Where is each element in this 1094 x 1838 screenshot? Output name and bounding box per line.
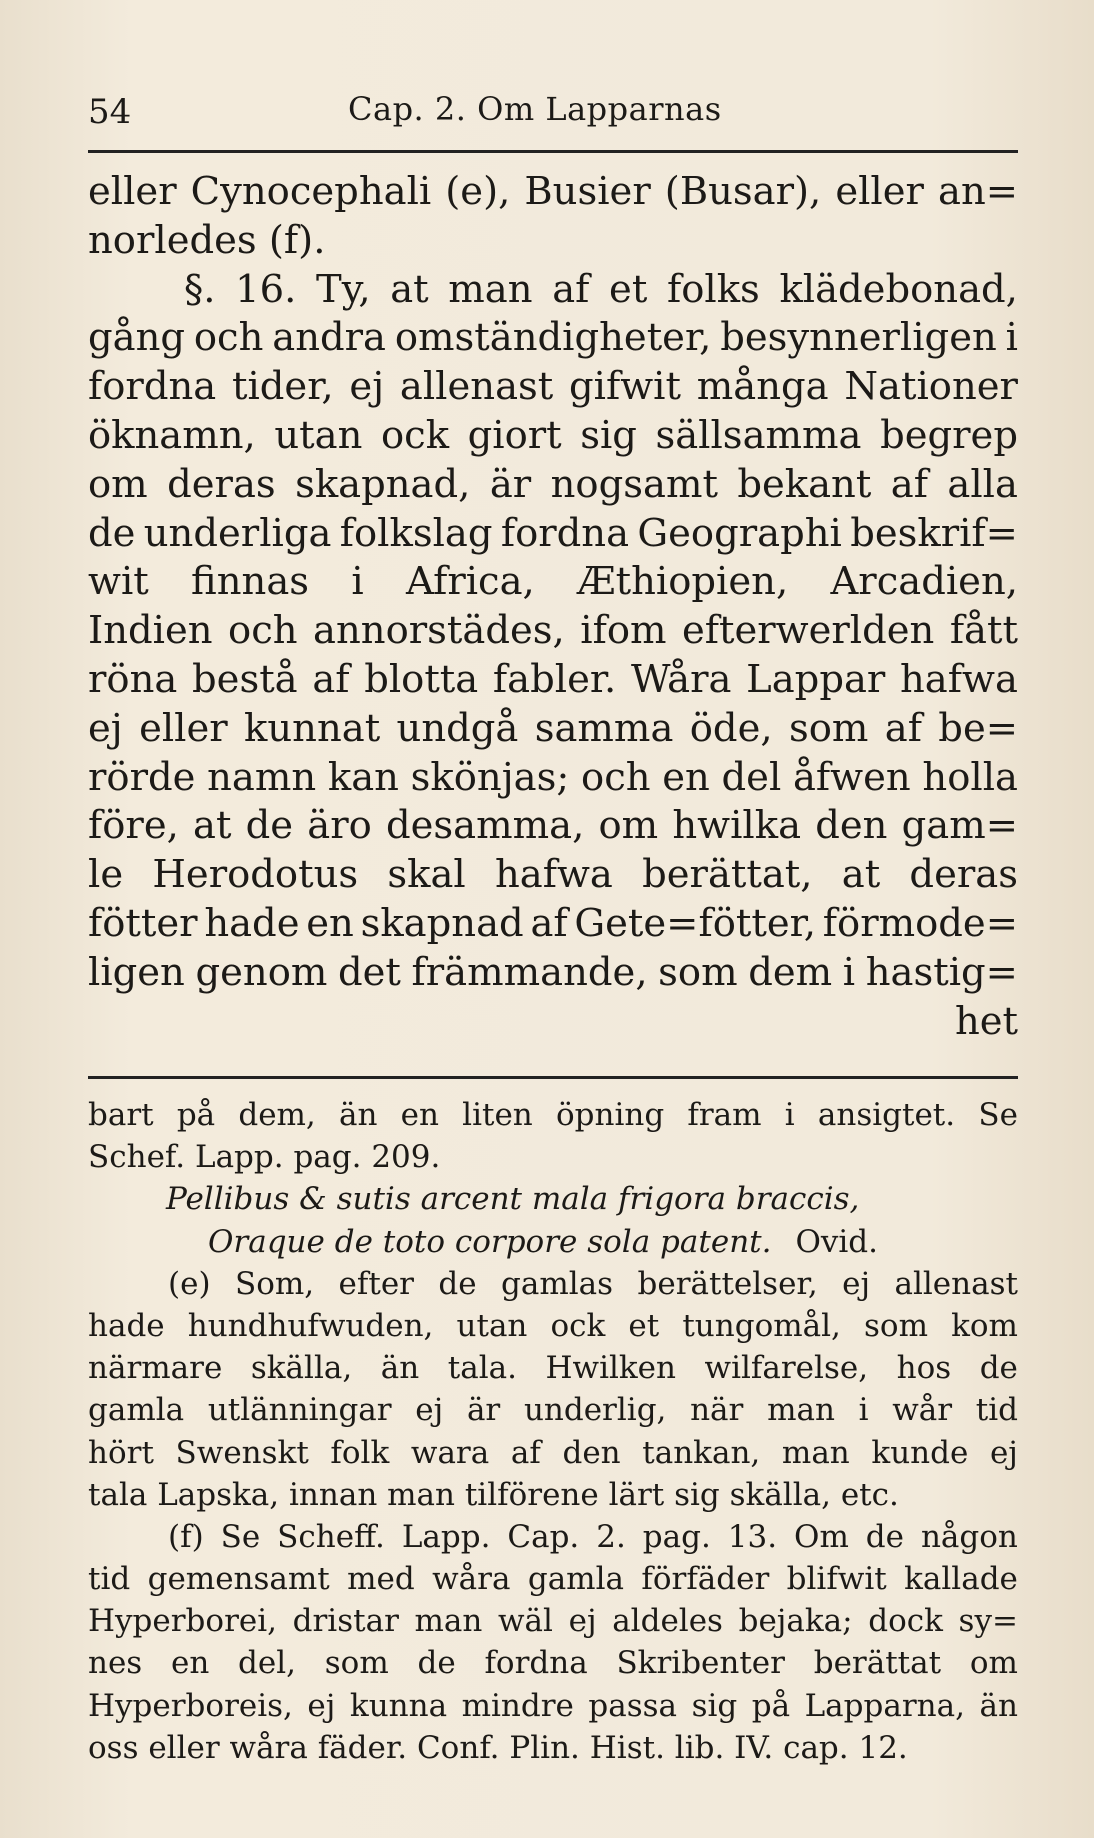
word: bekant (737, 461, 872, 507)
word: ej (88, 705, 123, 751)
word: wåra (432, 1561, 511, 1598)
footnotes (88, 1094, 1018, 1769)
text-line (88, 656, 1018, 705)
text-line (88, 607, 1018, 656)
latin-verse-line (88, 1178, 1018, 1220)
word: ej (842, 1265, 871, 1302)
word: ligen (88, 949, 185, 995)
word: efterwerlden (681, 608, 935, 654)
text-line (88, 412, 1018, 461)
word: genom (195, 949, 328, 995)
header-rule (88, 150, 1018, 153)
footnote-line (88, 1347, 1018, 1389)
word: passa (588, 1687, 678, 1724)
word: besynnerligen (720, 315, 997, 361)
word: tungomål, (682, 1307, 841, 1344)
word: Se (220, 1518, 261, 1555)
word: af (552, 266, 590, 312)
word: i (842, 949, 856, 995)
word: aldeles (612, 1603, 723, 1640)
word: andra (272, 315, 387, 361)
word: tid (88, 1561, 131, 1598)
word: (Busar), (664, 169, 822, 214)
word: än (339, 1097, 378, 1133)
word: Om (794, 1518, 849, 1555)
word: ock (380, 412, 450, 458)
word: en (306, 900, 354, 946)
word: Lapparna, (804, 1687, 965, 1724)
word: klädebonad, (779, 266, 1018, 312)
word: (f) (168, 1518, 204, 1555)
word: eller (88, 169, 177, 214)
footnote-line: tala Lapska, innan man tilförene lärt sig skälla, etc. (88, 1476, 899, 1513)
word: hos (896, 1350, 952, 1387)
word: skälla, (250, 1350, 353, 1387)
text-line (88, 851, 1018, 900)
word: öpning (555, 1097, 665, 1133)
latin-verse-line (88, 1221, 1018, 1263)
word: kan (327, 754, 399, 800)
word: del, (238, 1645, 297, 1682)
word: är (466, 1392, 501, 1429)
word: Africa, (405, 559, 535, 605)
verse-source: Ovid. (795, 1223, 879, 1260)
word: om (969, 1645, 1018, 1682)
word: hafwa (900, 656, 1018, 702)
word: at (193, 803, 232, 849)
word: giort (467, 412, 562, 458)
word: förfäder (641, 1561, 770, 1598)
word: wit (88, 559, 149, 605)
word: blifwit (786, 1561, 887, 1598)
word: Arcadien, (830, 559, 1018, 605)
word: är (489, 461, 532, 507)
word: Indien (88, 608, 213, 654)
word: gamla (527, 1561, 624, 1598)
word: sig (580, 412, 637, 458)
word: tala. (447, 1350, 517, 1387)
word: och (193, 315, 264, 361)
word: berättat, (642, 852, 813, 898)
word: gamlas (501, 1265, 614, 1302)
word: at (841, 852, 881, 898)
word: Wåra (630, 656, 732, 702)
word: liten (462, 1097, 533, 1133)
word: ock (550, 1307, 606, 1344)
word: i (784, 1097, 795, 1133)
word: hwilka (672, 803, 802, 849)
word: namn (207, 754, 317, 800)
word: §. (184, 266, 216, 312)
word: gång (88, 315, 186, 361)
word: at (390, 266, 429, 312)
word: mindre (461, 1687, 574, 1724)
footnote-line (88, 1263, 1018, 1305)
footnote-line (88, 1558, 1018, 1600)
word: underliga (143, 510, 332, 556)
word: deras (167, 461, 276, 507)
footnote-rule (88, 1076, 1018, 1079)
word: eller (139, 705, 228, 751)
word: fötter (88, 900, 198, 946)
word: tider, (232, 364, 334, 410)
word: på (176, 1097, 216, 1133)
word: skal (387, 852, 466, 898)
word: Geographi (637, 510, 842, 556)
word: ej (989, 1434, 1018, 1471)
text-line (88, 802, 1018, 851)
word: sig (691, 1687, 738, 1724)
word: dristar (292, 1603, 399, 1640)
word: del (721, 754, 782, 800)
page-header (88, 86, 1018, 136)
word: närmare (88, 1350, 223, 1387)
text-line (88, 314, 1018, 363)
text-line (88, 900, 1018, 949)
word: i (351, 559, 364, 605)
word: i (1005, 315, 1018, 361)
catchword: het (954, 998, 1018, 1044)
word: utlänningar (207, 1392, 392, 1429)
word: af (530, 900, 568, 946)
word: 16. (235, 266, 297, 312)
word: dem, (238, 1097, 316, 1133)
word: finnas (191, 559, 310, 605)
word: de (88, 510, 136, 556)
word: fått (949, 608, 1018, 654)
word: sy= (958, 1603, 1018, 1640)
word: och (228, 608, 298, 654)
word: de (979, 1350, 1018, 1387)
word: de (865, 1518, 904, 1555)
word: det (338, 949, 401, 995)
word: wäl (498, 1603, 553, 1640)
word: Cynocephali (190, 169, 432, 214)
text-line (88, 754, 1018, 803)
word: man (767, 1392, 835, 1429)
word: en (662, 754, 710, 800)
text-line (88, 510, 1018, 559)
footnote-line: Schef. Lapp. pag. 209. (88, 1139, 441, 1176)
word: tankan, (642, 1434, 761, 1471)
word: le (88, 852, 124, 898)
word: hade (88, 1307, 165, 1344)
word: af (884, 705, 922, 751)
word: wilfarelse, (704, 1350, 869, 1387)
word: af (312, 656, 350, 702)
word: gam= (901, 803, 1018, 849)
word: ifom (580, 608, 667, 654)
footnote-line (88, 1094, 1018, 1136)
footnote-line (88, 1389, 1018, 1431)
word: gemensamt (147, 1561, 330, 1598)
word: utan (274, 412, 363, 458)
word: Hwilken (545, 1350, 676, 1387)
text-line (88, 363, 1018, 412)
word: folks (666, 266, 760, 312)
running-title: Cap. 2. Om Lapparnas (348, 90, 722, 128)
word: gamla (88, 1392, 185, 1429)
word: man (414, 1603, 483, 1640)
word: an= (937, 169, 1018, 214)
word: ej (568, 1603, 597, 1640)
word: bestå (192, 656, 298, 702)
text-line (88, 558, 1018, 607)
word: pag. (642, 1518, 711, 1555)
word: kunna (349, 1687, 448, 1724)
page-number: 54 (88, 92, 132, 132)
word: en (400, 1097, 439, 1133)
word: om (598, 803, 659, 849)
word: när (690, 1392, 744, 1429)
word: allenast (894, 1265, 1018, 1302)
word: som (864, 1307, 928, 1344)
word: som (658, 949, 738, 995)
word: bart (88, 1097, 154, 1133)
word: nogsamt (550, 461, 718, 507)
word: öknamn, (88, 412, 256, 458)
word: Scheff. (277, 1518, 385, 1555)
word: fabler. (492, 656, 617, 702)
word: undgå (396, 705, 519, 751)
word: en (170, 1645, 210, 1682)
word: alla (947, 461, 1018, 507)
word: dem (748, 949, 833, 995)
text-line (88, 949, 1018, 998)
word: nes (88, 1645, 143, 1682)
word: Cap. (507, 1518, 580, 1555)
word: Som, (234, 1265, 315, 1302)
word: fram (687, 1097, 762, 1133)
word: Se (978, 1097, 1018, 1133)
word: skapnad, (295, 461, 471, 507)
word: eller (835, 169, 924, 214)
word: samma (534, 705, 674, 751)
word: öde, (689, 705, 773, 751)
word: Gete=fötter, (574, 900, 817, 946)
word: Hyperborei, (88, 1603, 277, 1640)
word: Lapp. (401, 1518, 491, 1555)
word: äro (307, 803, 372, 849)
word: tid (975, 1392, 1018, 1429)
footnote-line (88, 1685, 1018, 1727)
word: fordna (500, 510, 630, 556)
word: utan (456, 1307, 528, 1344)
latin-verse-text: Oraque de toto corpore sola patent. (208, 1223, 772, 1260)
word: underlig, (523, 1392, 667, 1429)
word: främmande, (411, 949, 648, 995)
word: beskrif= (850, 510, 1018, 556)
word: och (581, 754, 651, 800)
word: förmode= (822, 900, 1018, 946)
latin-verse-text: Pellibus & sutis arcent mala frigora braccis, (166, 1181, 860, 1218)
footnote-line: oss eller wåra fäder. Conf. Plin. Hist. lib. IV. cap. 12. (88, 1729, 908, 1766)
word: desamma, (385, 803, 585, 849)
word: Ty, (316, 266, 371, 312)
word: blotta (364, 656, 479, 702)
word: efter (338, 1265, 414, 1302)
word: hafwa (494, 852, 613, 898)
word: fordna (484, 1645, 588, 1682)
word: om (88, 461, 148, 507)
word: hundhufwuden, (187, 1307, 434, 1344)
word: bejaka; (738, 1603, 853, 1640)
word: åfwen (792, 754, 911, 800)
word: röna (88, 656, 178, 702)
word: Hyperboreis, (88, 1687, 293, 1724)
word: skönjas; (410, 754, 570, 800)
word: af (890, 461, 928, 507)
word: som (788, 705, 869, 751)
word: allenast (399, 364, 554, 410)
word: 2. (596, 1518, 626, 1555)
word: hastig= (865, 949, 1018, 995)
word: än (979, 1687, 1018, 1724)
word: Lappar (746, 656, 886, 702)
word: Swenskt (175, 1434, 309, 1471)
text-line (88, 168, 1018, 217)
word: man (448, 266, 533, 312)
word: kom (951, 1307, 1018, 1344)
word: holla (922, 754, 1018, 800)
word: med (347, 1561, 415, 1598)
word: annorstädes, (313, 608, 565, 654)
word: kallade (904, 1561, 1018, 1598)
word: hade (204, 900, 300, 946)
word: et (628, 1307, 660, 1344)
word: begrep (880, 412, 1018, 458)
word: den (562, 1434, 621, 1471)
word: dock (868, 1603, 943, 1640)
word: berättelser, (637, 1265, 818, 1302)
word: någon (920, 1518, 1018, 1555)
word: (e), (445, 169, 511, 214)
word: deras (909, 852, 1018, 898)
word: de (417, 1645, 456, 1682)
main-text (88, 168, 1018, 1046)
word: 13. (727, 1518, 778, 1555)
word: ej (415, 1392, 444, 1429)
word: af (510, 1434, 541, 1471)
word: folk (330, 1434, 390, 1471)
word: i (858, 1392, 869, 1429)
word: på (751, 1687, 791, 1724)
footnote-line (88, 1305, 1018, 1347)
word: den (815, 803, 888, 849)
word: (e) (168, 1265, 211, 1302)
word: ansigtet. (817, 1097, 956, 1133)
word: rörde (88, 754, 196, 800)
word: många (696, 364, 829, 410)
text-line (88, 266, 1018, 315)
word: fordna (88, 364, 217, 410)
word: hört (88, 1434, 154, 1471)
word: ej (307, 1687, 336, 1724)
word: som (324, 1645, 389, 1682)
word: än (380, 1350, 420, 1387)
word: före, (88, 803, 179, 849)
word: ej (349, 364, 385, 410)
word: be= (938, 705, 1018, 751)
text-line (88, 705, 1018, 754)
word: berättat (813, 1645, 942, 1682)
word: wara (410, 1434, 490, 1471)
word: skapnad (360, 900, 524, 946)
word: kunde (871, 1434, 969, 1471)
word: omständigheter, (394, 315, 712, 361)
word: et (609, 266, 648, 312)
word: wår (892, 1392, 953, 1429)
footnote-line (88, 1432, 1018, 1474)
text-line: norledes (f). (88, 217, 326, 263)
word: Skribenter (616, 1645, 785, 1682)
word: Herodotus (152, 852, 359, 898)
footnote-line (88, 1516, 1018, 1558)
footnote-line (88, 1600, 1018, 1642)
word: Nationer (844, 364, 1018, 410)
word: de (245, 803, 294, 849)
text-line (88, 461, 1018, 510)
word: Busier (524, 169, 651, 214)
word: man (781, 1434, 850, 1471)
word: Æthiopien, (577, 559, 789, 605)
footnote-line (88, 1642, 1018, 1684)
word: de (438, 1265, 477, 1302)
word: kunnat (244, 705, 381, 751)
word: sällsamma (655, 412, 862, 458)
word: folkslag (339, 510, 493, 556)
word: gifwit (569, 364, 681, 410)
